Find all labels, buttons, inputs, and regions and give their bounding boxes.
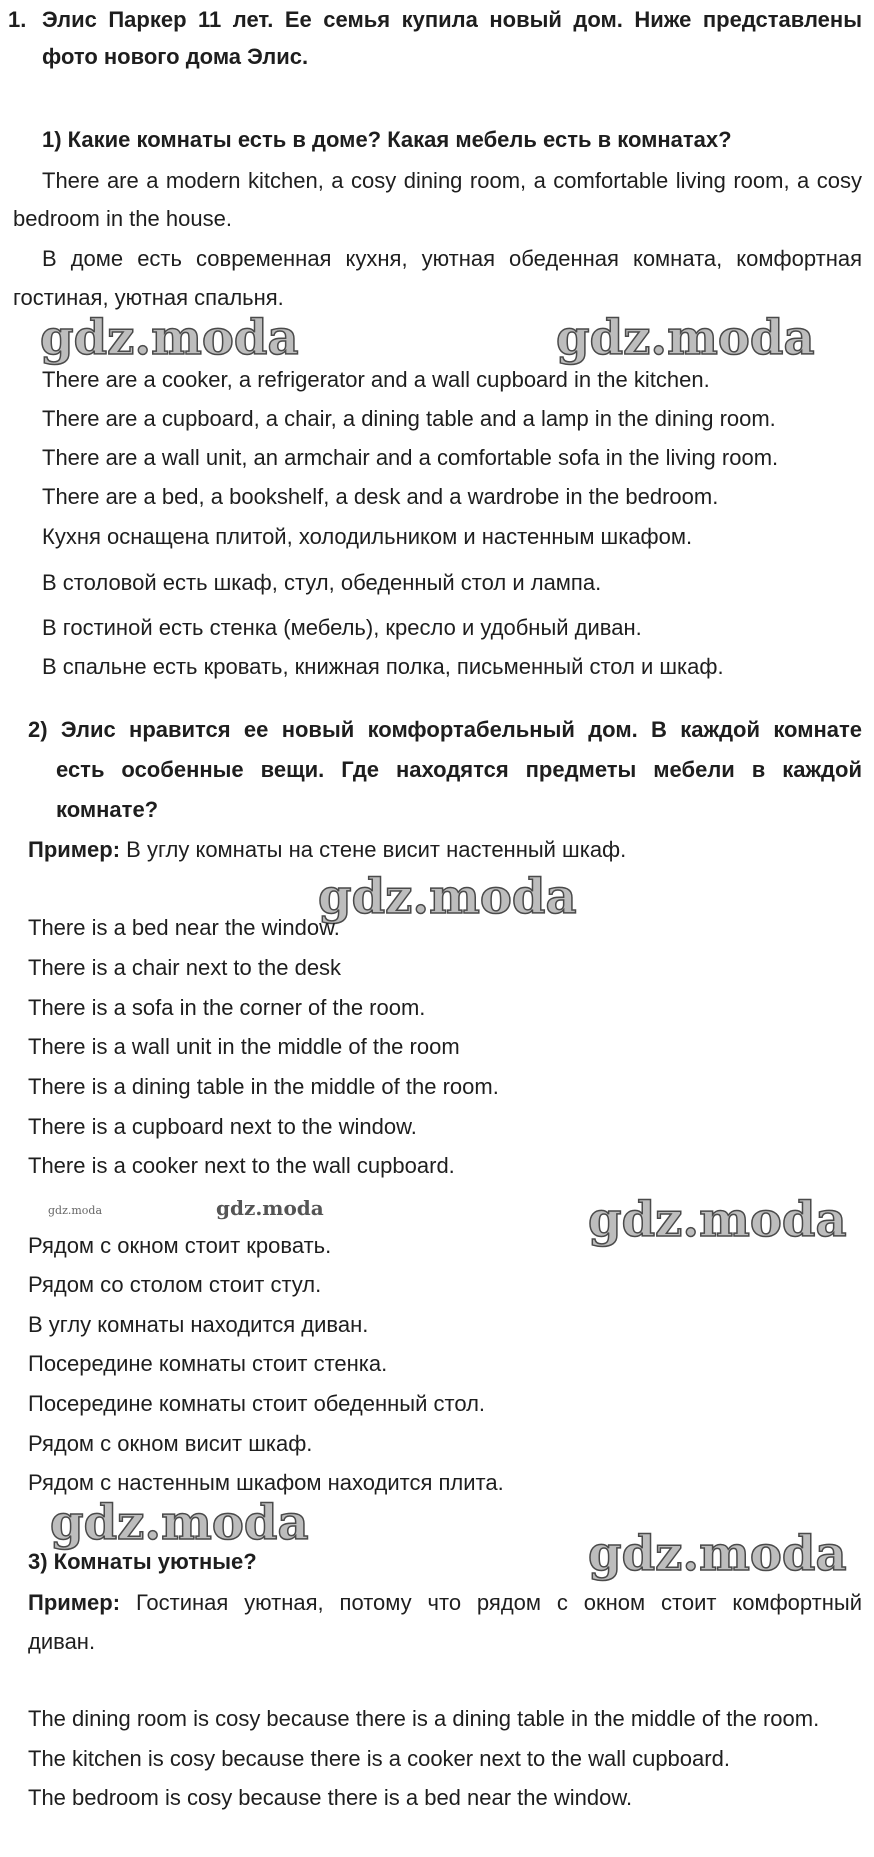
task-number: 1. bbox=[8, 7, 27, 32]
watermark-logo: gdz.moda bbox=[216, 1196, 324, 1220]
section2-en-line: There is a cupboard next to the window. bbox=[28, 1114, 417, 1139]
section3-example-line2: диван. bbox=[28, 1629, 96, 1654]
task-intro-line1: Элис Паркер 11 лет. Ее семья купила новый дом. Ниже представлены bbox=[42, 7, 862, 32]
section3-en-line: The dining room is cosy because there is a dining table in the middle of the room. bbox=[28, 1706, 820, 1731]
section2-heading-line2: есть особенные вещи. Где находятся предметы мебели в каждой bbox=[56, 757, 862, 782]
section2-example bbox=[28, 836, 626, 864]
section1-ru-line: Кухня оснащена плитой, холодильником и настенным шкафом. bbox=[42, 524, 693, 549]
watermark-logo: gdz.moda bbox=[50, 1495, 309, 1551]
watermark-logo: gdz.moda bbox=[40, 310, 299, 366]
section2-en-line: There is a cooker next to the wall cupboard. bbox=[28, 1153, 455, 1178]
watermark-logo: gdz.moda bbox=[588, 1192, 847, 1248]
section2-ru-line: Рядом с настенным шкафом находится плита. bbox=[28, 1470, 504, 1495]
watermark-logo: gdz.moda bbox=[318, 869, 577, 925]
section1-en-line: There are a cooker, a refrigerator and a wall cupboard in the kitchen. bbox=[42, 367, 710, 392]
section2-en-line: There is a sofa in the corner of the room. bbox=[28, 995, 426, 1020]
section3-heading: 3) Комнаты уютные? bbox=[28, 1549, 257, 1574]
section1-heading: 1) Какие комнаты есть в доме? Какая мебель есть в комнатах? bbox=[42, 127, 732, 152]
section3-example bbox=[28, 1589, 862, 1617]
section1-ru-line: В гостиной есть стенка (мебель), кресло и удобный диван. bbox=[42, 615, 642, 640]
section1-ru-para-line2: гостиная, уютная спальня. bbox=[13, 285, 284, 310]
section3-en-line: The kitchen is cosy because there is a cooker next to the wall cupboard. bbox=[28, 1746, 730, 1771]
section1-en-para-line2: bedroom in the house. bbox=[13, 206, 232, 231]
section2-en-line: There is a dining table in the middle of the room. bbox=[28, 1074, 499, 1099]
section1-en-line: There are a bed, a bookshelf, a desk and a wardrobe in the bedroom. bbox=[42, 484, 719, 509]
watermark-logo: gdz.moda bbox=[556, 310, 815, 366]
watermark-logo: gdz.moda bbox=[48, 1204, 103, 1217]
section1-ru-line: В столовой есть шкаф, стул, обеденный стол и лампа. bbox=[42, 570, 602, 595]
section2-en-line: There is a chair next to the desk bbox=[28, 955, 342, 980]
section2-ru-line: В углу комнаты находится диван. bbox=[28, 1312, 369, 1337]
section1-en-para-line1: There are a modern kitchen, a cosy dining room, a comfortable living room, a cosy bbox=[42, 168, 862, 193]
section2-ru-line: Рядом с окном стоит кровать. bbox=[28, 1233, 332, 1258]
section3-example-label: Пример: bbox=[28, 1590, 121, 1615]
section2-heading-line3: комнате? bbox=[56, 797, 159, 822]
task-intro-line2: фото нового дома Элис. bbox=[42, 44, 309, 69]
section2-ru-line: Рядом со столом стоит стул. bbox=[28, 1272, 322, 1297]
section1-en-line: There are a cupboard, a chair, a dining table and a lamp in the dining room. bbox=[42, 406, 776, 431]
section3-en-line: The bedroom is cosy because there is a bed near the window. bbox=[28, 1785, 633, 1810]
section2-heading-line1: 2) Элис нравится ее новый комфортабельный дом. В каждой комнате bbox=[28, 717, 862, 742]
section3-example-line1: Гостиная уютная, потому что рядом с окном стоит комфортный bbox=[120, 1590, 862, 1615]
section2-ru-line: Посередине комнаты стоит стенка. bbox=[28, 1351, 388, 1376]
watermark-logo: gdz.moda bbox=[588, 1526, 847, 1582]
section2-ru-line: Посередине комнаты стоит обеденный стол. bbox=[28, 1391, 486, 1416]
section2-example-text: В углу комнаты на стене висит настенный шкаф. bbox=[120, 837, 627, 862]
section2-ru-line: Рядом с окном висит шкаф. bbox=[28, 1431, 313, 1456]
section1-en-line: There are a wall unit, an armchair and a comfortable sofa in the living room. bbox=[42, 445, 779, 470]
section2-en-line: There is a wall unit in the middle of the room bbox=[28, 1034, 460, 1059]
section1-ru-para-line1: В доме есть современная кухня, уютная обеденная комната, комфортная bbox=[42, 246, 862, 271]
section2-en-line: There is a bed near the window. bbox=[28, 915, 340, 940]
section2-example-label: Пример: bbox=[28, 837, 121, 862]
section1-ru-line: В спальне есть кровать, книжная полка, письменный стол и шкаф. bbox=[42, 654, 724, 679]
